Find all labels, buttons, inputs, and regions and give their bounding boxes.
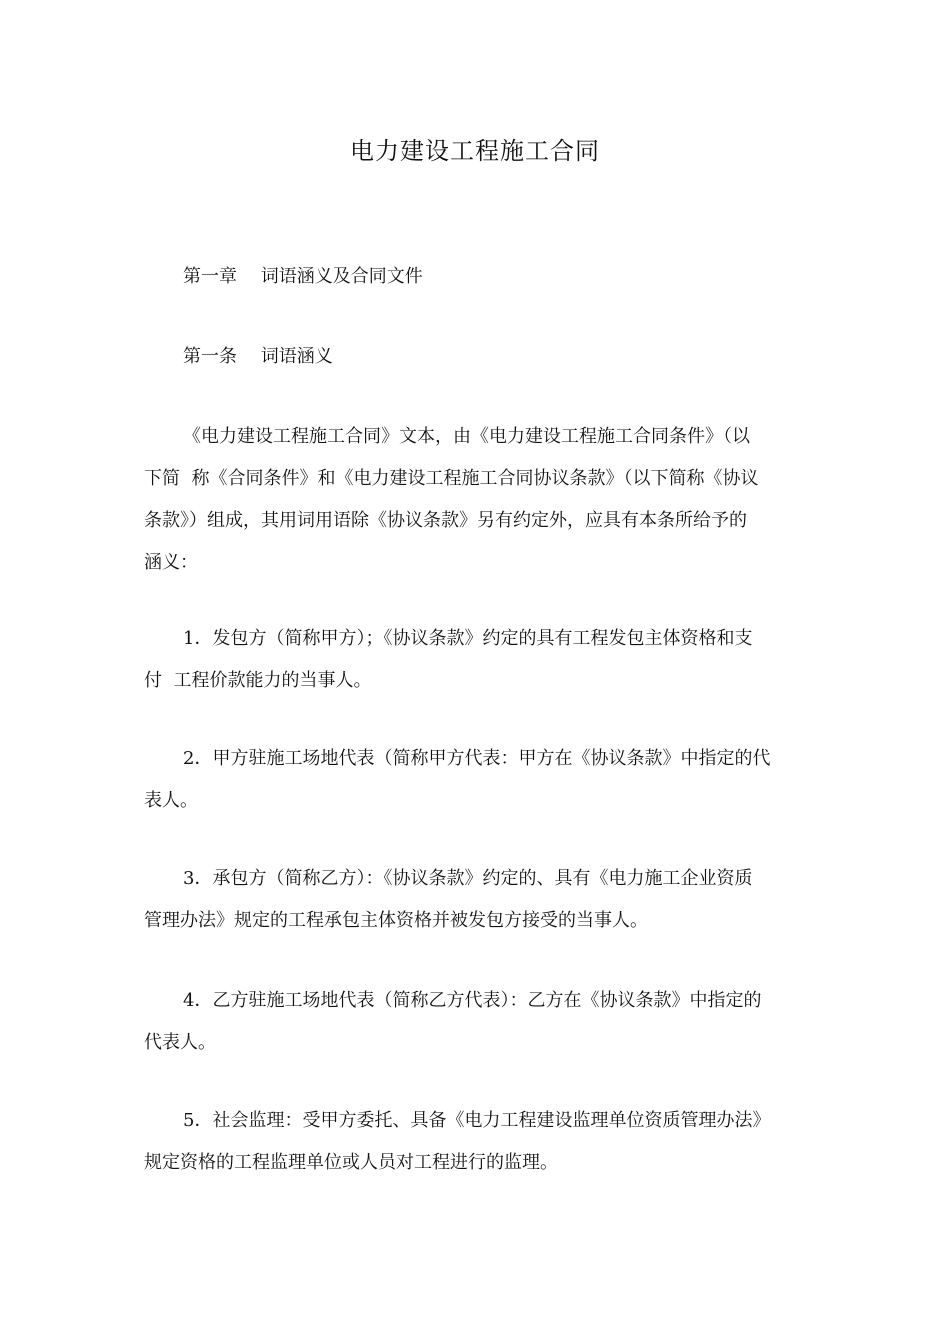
- paragraph-line: 付 工程价款能力的当事人。: [144, 670, 372, 691]
- paragraph-line: 条款》）组成，其用词用语除《协议条款》另有约定外，应具有本条所给予的: [144, 510, 747, 531]
- paragraph-line: 1．发包方（简称甲方）；《协议条款》约定的具有工程发包主体资格和支: [183, 628, 753, 649]
- paragraph-line: 5．社会监理：受甲方委托、具备《电力工程建设监理单位资质管理办法》: [183, 1110, 771, 1131]
- definition-item-5: [144, 1100, 808, 1184]
- definition-item-1: [144, 618, 808, 702]
- definition-item-4: [144, 980, 808, 1064]
- paragraph-line: 涵义：: [144, 552, 198, 573]
- paragraph-line: 3．承包方（简称乙方）：《协议条款》约定的、具有《电力施工企业资质: [183, 868, 753, 889]
- paragraph-line: 下简 称《合同条件》和《电力建设工程施工合同协议条款》（以下简称《协议: [144, 468, 759, 489]
- paragraph-line: 4．乙方驻施工场地代表（简称乙方代表）：乙方在《协议条款》中指定的: [183, 990, 762, 1011]
- definition-item-2: [144, 738, 808, 822]
- paragraph-line: 表人。: [144, 790, 198, 811]
- article-heading: 第一条 词语涵义: [183, 346, 333, 367]
- chapter-heading: 第一章 词语涵义及合同文件: [183, 266, 423, 287]
- document-title: 电力建设工程施工合同: [350, 137, 600, 165]
- paragraph-line: 规定资格的工程监理单位或人员对工程进行的监理。: [144, 1152, 558, 1173]
- paragraph-line: 《电力建设工程施工合同》文本，由《电力建设工程施工合同条件》（以: [183, 426, 750, 447]
- definition-item-3: [144, 858, 808, 942]
- intro-paragraph: [144, 416, 808, 584]
- paragraph-line: 2．甲方驻施工场地代表（简称甲方代表：甲方在《协议条款》中指定的代: [183, 748, 771, 769]
- paragraph-line: 代表人。: [144, 1032, 216, 1053]
- paragraph-line: 管理办法》规定的工程承包主体资格并被发包方接受的当事人。: [144, 910, 648, 931]
